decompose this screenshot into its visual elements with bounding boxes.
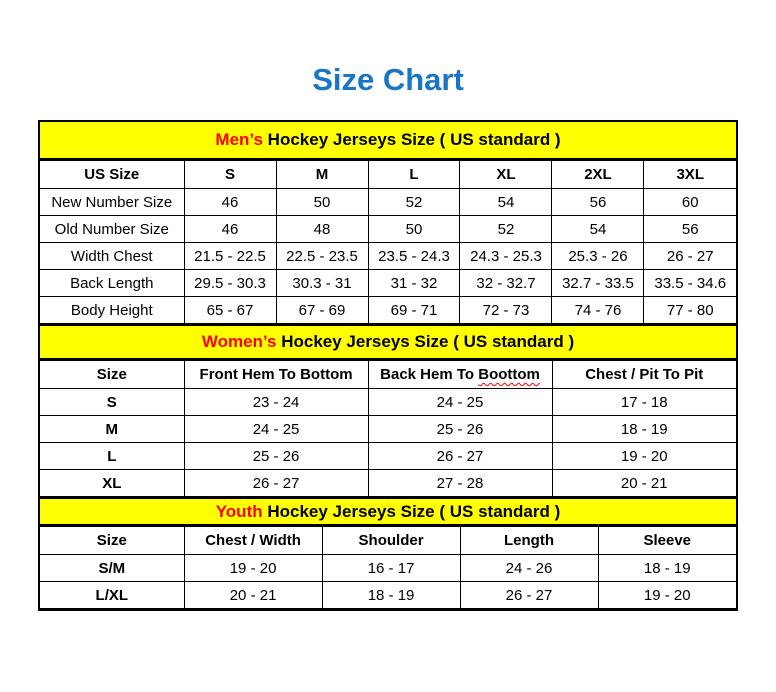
table-cell: 72 - 73: [460, 297, 552, 324]
row-label-cell: L: [40, 443, 184, 470]
column-header-cell: Shoulder: [322, 527, 460, 555]
column-header-cell: US Size: [40, 161, 184, 189]
column-header-cell: Back Hem To Boottom: [368, 361, 552, 389]
table-cell: 26 - 27: [184, 470, 368, 497]
column-header-cell: Size: [40, 527, 184, 555]
row-label-cell: M: [40, 416, 184, 443]
column-header-cell: 3XL: [644, 161, 736, 189]
mens-column-header-row: [40, 161, 736, 189]
table-cell: 50: [276, 189, 368, 216]
row-label-cell: L/XL: [40, 582, 184, 609]
size-tables: [38, 120, 738, 611]
column-header-cell: Front Hem To Bottom: [184, 361, 368, 389]
table-cell: 54: [552, 216, 644, 243]
table-cell: 54: [460, 189, 552, 216]
youth-table-row: [40, 555, 736, 582]
table-cell: 67 - 69: [276, 297, 368, 324]
youth-size-table: [40, 526, 736, 609]
youth-accent-text: Youth: [215, 501, 263, 521]
table-cell: 74 - 76: [552, 297, 644, 324]
youth-section-header: Youth Hockey Jerseys Size ( US standard ): [40, 497, 736, 526]
table-cell: 33.5 - 34.6: [644, 270, 736, 297]
table-cell: 69 - 71: [368, 297, 460, 324]
table-cell: 48: [276, 216, 368, 243]
mens-table-row: [40, 216, 736, 243]
table-cell: 27 - 28: [368, 470, 552, 497]
womens-size-table: [40, 360, 736, 497]
column-header-cell: Chest / Width: [184, 527, 322, 555]
womens-table-row: [40, 416, 736, 443]
row-label-cell: Old Number Size: [40, 216, 184, 243]
column-header-cell: 2XL: [552, 161, 644, 189]
table-cell: 26 - 27: [368, 443, 552, 470]
column-header-cell: S: [184, 161, 276, 189]
table-cell: 29.5 - 30.3: [184, 270, 276, 297]
womens-column-header-row: [40, 361, 736, 389]
column-header-cell: Length: [460, 527, 598, 555]
table-cell: 24 - 25: [368, 389, 552, 416]
row-label-cell: S/M: [40, 555, 184, 582]
table-cell: 23.5 - 24.3: [368, 243, 460, 270]
table-cell: 56: [644, 216, 736, 243]
table-cell: 16 - 17: [322, 555, 460, 582]
mens-table-row: [40, 243, 736, 270]
column-header-cell: M: [276, 161, 368, 189]
table-cell: 52: [460, 216, 552, 243]
column-header-cell: L: [368, 161, 460, 189]
table-cell: 30.3 - 31: [276, 270, 368, 297]
table-cell: 50: [368, 216, 460, 243]
table-cell: 17 - 18: [552, 389, 736, 416]
youth-table-row: [40, 582, 736, 609]
table-cell: 65 - 67: [184, 297, 276, 324]
table-cell: 22.5 - 23.5: [276, 243, 368, 270]
row-label-cell: Width Chest: [40, 243, 184, 270]
mens-section-header: Men’s Hockey Jerseys Size ( US standard ): [40, 122, 736, 160]
youth-column-header-row: [40, 527, 736, 555]
womens-table-row: [40, 470, 736, 497]
table-cell: 18 - 19: [322, 582, 460, 609]
row-label-cell: New Number Size: [40, 189, 184, 216]
misspelled-word: Boottom: [478, 366, 540, 383]
table-cell: 31 - 32: [368, 270, 460, 297]
table-cell: 32 - 32.7: [460, 270, 552, 297]
row-label-cell: S: [40, 389, 184, 416]
table-cell: 19 - 20: [184, 555, 322, 582]
table-cell: 20 - 21: [552, 470, 736, 497]
table-cell: 24.3 - 25.3: [460, 243, 552, 270]
row-label-cell: XL: [40, 470, 184, 497]
table-cell: 26 - 27: [644, 243, 736, 270]
table-cell: 24 - 25: [184, 416, 368, 443]
womens-section-header: Women’s Hockey Jerseys Size ( US standard ): [40, 324, 736, 360]
mens-table-row: [40, 189, 736, 216]
table-cell: 19 - 20: [552, 443, 736, 470]
table-cell: 24 - 26: [460, 555, 598, 582]
table-cell: 20 - 21: [184, 582, 322, 609]
table-cell: 25 - 26: [368, 416, 552, 443]
column-header-cell: XL: [460, 161, 552, 189]
table-cell: 23 - 24: [184, 389, 368, 416]
table-cell: 46: [184, 189, 276, 216]
womens-accent-text: Women’s: [201, 332, 277, 351]
table-cell: 26 - 27: [460, 582, 598, 609]
table-cell: 32.7 - 33.5: [552, 270, 644, 297]
column-header-cell: Size: [40, 361, 184, 389]
table-cell: 21.5 - 22.5: [184, 243, 276, 270]
row-label-cell: Back Length: [40, 270, 184, 297]
table-cell: 25.3 - 26: [552, 243, 644, 270]
womens-table-row: [40, 443, 736, 470]
row-label-cell: Body Height: [40, 297, 184, 324]
womens-table-row: [40, 389, 736, 416]
column-header-cell: Chest / Pit To Pit: [552, 361, 736, 389]
table-cell: 18 - 19: [598, 555, 736, 582]
table-cell: 46: [184, 216, 276, 243]
mens-accent-text: Men’s: [215, 130, 263, 149]
column-header-cell: Sleeve: [598, 527, 736, 555]
table-cell: 77 - 80: [644, 297, 736, 324]
page-title: Size Chart: [312, 62, 464, 97]
table-cell: 56: [552, 189, 644, 216]
mens-size-table: [40, 160, 736, 324]
mens-table-row: [40, 270, 736, 297]
table-cell: 60: [644, 189, 736, 216]
table-cell: 25 - 26: [184, 443, 368, 470]
table-cell: 19 - 20: [598, 582, 736, 609]
mens-table-row: [40, 297, 736, 324]
table-cell: 18 - 19: [552, 416, 736, 443]
table-cell: 52: [368, 189, 460, 216]
